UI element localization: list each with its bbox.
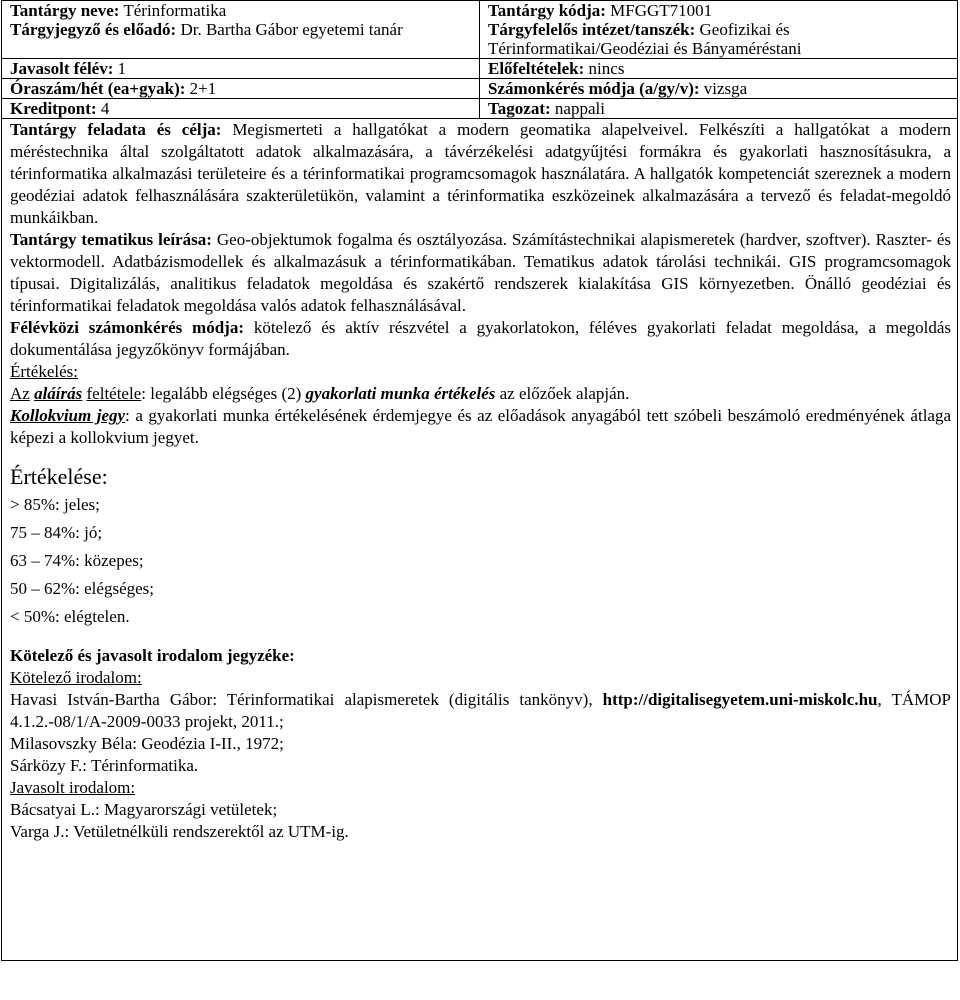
prerequisite-cell — [480, 59, 958, 79]
semester-label: Javasolt félév: — [10, 59, 114, 78]
course-code-cell — [480, 1, 958, 59]
signature-post: az előzőek alapján. — [499, 384, 630, 403]
exam-type-value: vizsga — [703, 79, 748, 98]
grade-list — [10, 491, 951, 631]
semester-cell — [2, 59, 480, 79]
reference-item: Bácsatyai L.: Magyarországi vetületek; — [10, 800, 278, 819]
hours-label: Óraszám/hét (ea+gyak): — [10, 79, 186, 98]
midterm-paragraph — [10, 317, 951, 361]
course-name-label: Tantárgy neve: — [10, 1, 120, 20]
prerequisite-value: nincs — [588, 59, 625, 78]
topics-paragraph — [10, 229, 951, 317]
evaluation-label: Értékelés: — [10, 362, 78, 381]
credit-label: Kreditpont: — [10, 99, 97, 118]
exam-type-cell — [480, 79, 958, 99]
reference-text: Havasi István-Bartha Gábor: Térinformatikai alapismeretek (digitális tankönyv), — [10, 690, 593, 709]
section-value: nappali — [554, 99, 605, 118]
signature-condition-word: feltétele — [86, 384, 142, 403]
signature-condition — [10, 383, 951, 405]
literature-section — [10, 645, 951, 667]
grade-item: 63 – 74%: közepes; — [10, 551, 144, 570]
reference-url: http://digitalisegyetem.uni-miskolc.hu — [602, 690, 878, 709]
topics-text: Geo-objektumok fogalma és osztályozása. Számítástechnikai alapismeretek (hardver, szoftver). Raszter- és vektormodell. Adatbázismodellek és alkalmazásuk a térinformatikában. Tematikus adatok tárolási technikái. GIS programcsomagok típusai. Digitalizálás, analitikus feladatok megoldása és szakértő rendszerek kialakítása GIS környezetben. Önálló geodéziai és térinformatikai feladatok megoldása valós adatok felhasználásával. — [10, 230, 951, 315]
exam-type-label: Számonkérés módja (a/gy/v): — [488, 79, 700, 98]
section-cell — [480, 99, 958, 119]
course-datasheet — [1, 0, 958, 961]
colloquium-text: : a gyakorlati munka értékelésének érdemjegye és az előadások anyagából tett szóbeli beszámoló eredményének átlaga képezi a kollokvium jegyet. — [10, 406, 952, 447]
colloquium-label: Kollokvium jegy — [10, 406, 126, 425]
prerequisite-label: Előfeltételek: — [488, 59, 585, 78]
topics-label: Tantárgy tematikus leírása: — [10, 230, 212, 249]
signature-bold: gyakorlati munka értékelés — [305, 384, 496, 403]
midterm-text: kötelező és aktív részvétel a gyakorlatokon, féléves gyakorlati feladat megoldása, a megoldás dokumentálása jegyzőkönyv formájában. — [10, 318, 951, 359]
goal-paragraph — [10, 119, 951, 229]
department-value: Geofizikai és Térinformatikai/Geodéziai és Bányaméréstani — [488, 20, 802, 58]
signature-word: aláírás — [34, 384, 83, 403]
suggested-literature-label: Javasolt irodalom: — [10, 778, 136, 797]
course-description-box — [1, 119, 958, 961]
hours-value: 2+1 — [189, 79, 217, 98]
grade-item: 50 – 62%: elégséges; — [10, 579, 154, 598]
semester-value: 1 — [117, 59, 127, 78]
reference-item: Sárközy F.: Térinformatika. — [10, 756, 199, 775]
goal-label: Tantárgy feladata és célja: — [10, 120, 222, 139]
literature-title: Kötelező és javasolt irodalom jegyzéke: — [10, 646, 295, 665]
course-name-cell — [2, 1, 480, 59]
reference-text: , TÁMOP 4.1.2.-08/1/A-2009-0033 projekt, 2011.; — [10, 690, 952, 731]
credit-cell — [2, 99, 480, 119]
department-label: Tárgyfelelős intézet/tanszék: — [488, 20, 696, 39]
reference-item — [10, 689, 951, 733]
colloquium-paragraph — [10, 405, 951, 449]
hours-cell — [2, 79, 480, 99]
credit-value: 4 — [100, 99, 110, 118]
evaluation-label-line — [10, 361, 951, 383]
goal-text: Megismerteti a hallgatókat a modern geomatika alapelveivel. Felkészíti a hallgatókat a modern méréstechnika által szolgáltatott adatok alkalmazására, a távérzékelési adatgyűjtési formákra és gyakorlati hasznosításukra, a térinformatika alkalmazási területeire és a térinformatikai programcsomagok használatára. A hallgatók kompetenciát szereznek a modern geodéziai adatok felhasználására szakterületükön, valamint a térinformatika eszközeinek alkalmazására a tervező és feladat-megoldó munkáikban. — [10, 120, 951, 227]
signature-mid: : legalább elégséges (2) — [141, 384, 302, 403]
grade-item: < 50%: elégtelen. — [10, 607, 130, 626]
required-literature-label: Kötelező irodalom: — [10, 668, 142, 687]
lecturer-value: Dr. Bartha Gábor egyetemi tanár — [180, 20, 403, 39]
grade-item: 75 – 84%: jó; — [10, 523, 103, 542]
grade-item: > 85%: jeles; — [10, 495, 100, 514]
signature-pre: Az — [10, 384, 30, 403]
course-name-value: Térinformatika — [123, 1, 227, 20]
course-code-value: MFGGT71001 — [610, 1, 713, 20]
reference-item: Milasovszky Béla: Geodézia I-II., 1972; — [10, 734, 284, 753]
reference-item: Varga J.: Vetületnélküli rendszerektől az UTM-ig. — [10, 822, 349, 841]
section-label: Tagozat: — [488, 99, 551, 118]
grading-title: Értékelése: — [10, 464, 108, 489]
course-code-label: Tantárgy kódja: — [488, 1, 606, 20]
lecturer-label: Tárgyjegyző és előadó: — [10, 20, 177, 39]
header-table — [1, 0, 958, 119]
midterm-label: Félévközi számonkérés módja: — [10, 318, 244, 337]
